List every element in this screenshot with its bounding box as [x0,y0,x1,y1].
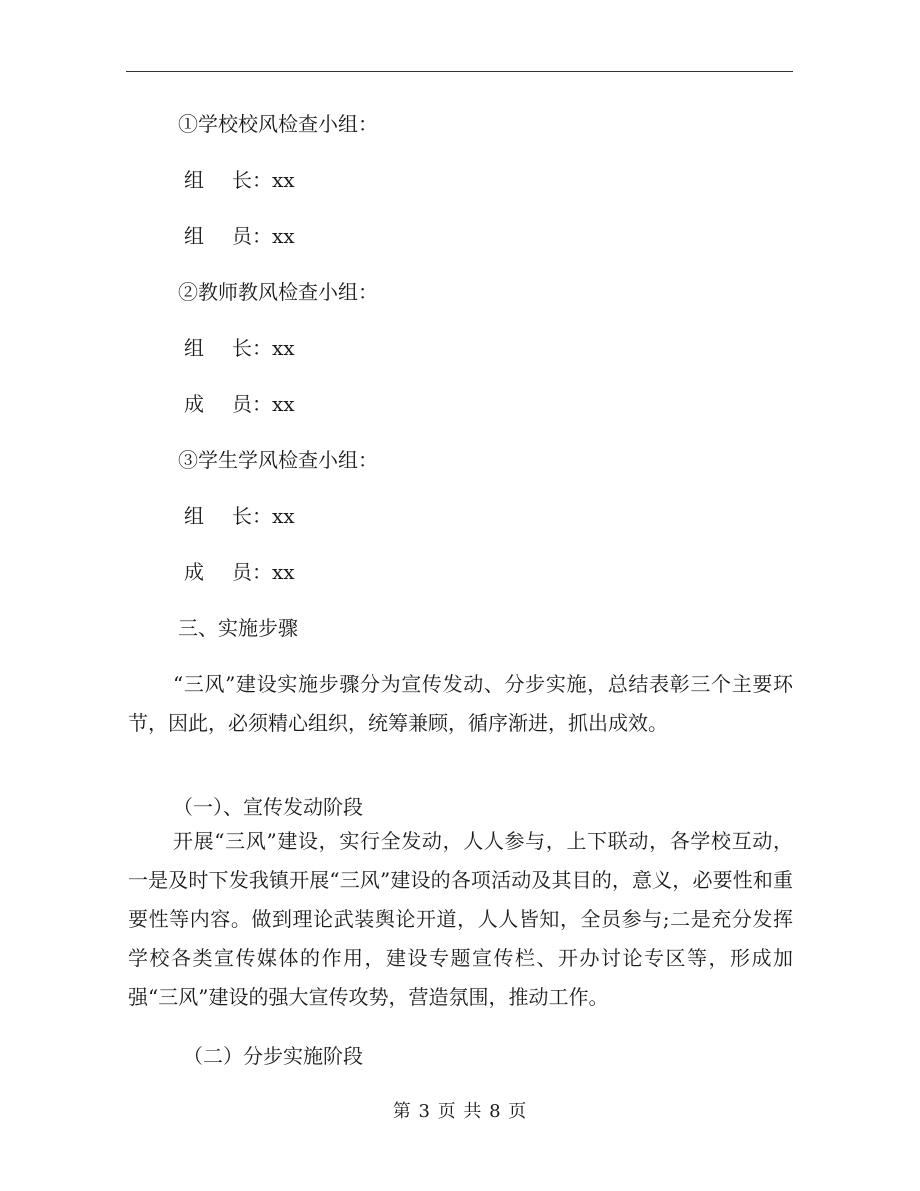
phase1-heading-text: （一）、宣传发动阶段 [173,795,363,819]
phase2-heading [128,1046,793,1066]
group1-leader [128,170,793,190]
group3-title [128,450,793,470]
page-number-footer: 第 3 页 共 8 页 [392,1101,528,1122]
group2-title [128,282,793,302]
group2-leader-label-b: 长：xx [232,336,295,360]
header-rule [126,71,793,72]
phase1-paragraph: 开展“三风”建设，实行全发动，人人参与，上下联动，各学校互动，一是及时下发我镇开展“三风”建设的各项活动及其目的，意义，必要性和重要性等内容。做到理论武装舆论开道，人人皆知，全员参与;二是充分发挥学校各类宣传媒体的作用，建设专题宣传栏、开办讨论专区等，形成加强“三风”建设的强大宣传攻势，营造氛围，推动工作。 [128,829,793,1009]
group2-leader [128,338,793,358]
group3-leader-label-b: 长：xx [232,504,295,528]
group2-title-text: ②教师教风检查小组： [178,280,378,304]
phase2-heading-text: （二）分步实施阶段 [183,1044,363,1068]
group2-member-label-a: 成 [184,392,204,416]
group3-title-text: ③学生学风检查小组： [178,448,378,472]
group3-leader-label-a: 组 [184,504,204,528]
group2-member [128,394,793,414]
phase1-heading [128,797,793,817]
group1-member-label-a: 组 [184,224,204,248]
group3-member [128,562,793,582]
group1-title-text: ①学校校风检查小组： [178,112,378,136]
group1-member-label-b: 员：xx [232,224,295,248]
group1-leader-label-a: 组 [184,168,204,192]
group3-member-label-b: 员：xx [232,560,295,584]
group3-member-label-a: 成 [184,560,204,584]
group3-leader [128,506,793,526]
section3-heading-text: 三、实施步骤 [178,616,298,640]
group1-title [128,114,793,134]
group2-member-label-b: 员：xx [232,392,295,416]
section3-heading [128,618,793,638]
group1-member [128,226,793,246]
group1-leader-label-b: 长：xx [232,168,295,192]
intro-paragraph: “三风”建设实施步骤分为宣传发动、分步实施，总结表彰三个主要环节，因此，必须精心组织，统筹兼顾，循序渐进，抓出成效。 [128,672,793,735]
group2-leader-label-a: 组 [184,336,204,360]
